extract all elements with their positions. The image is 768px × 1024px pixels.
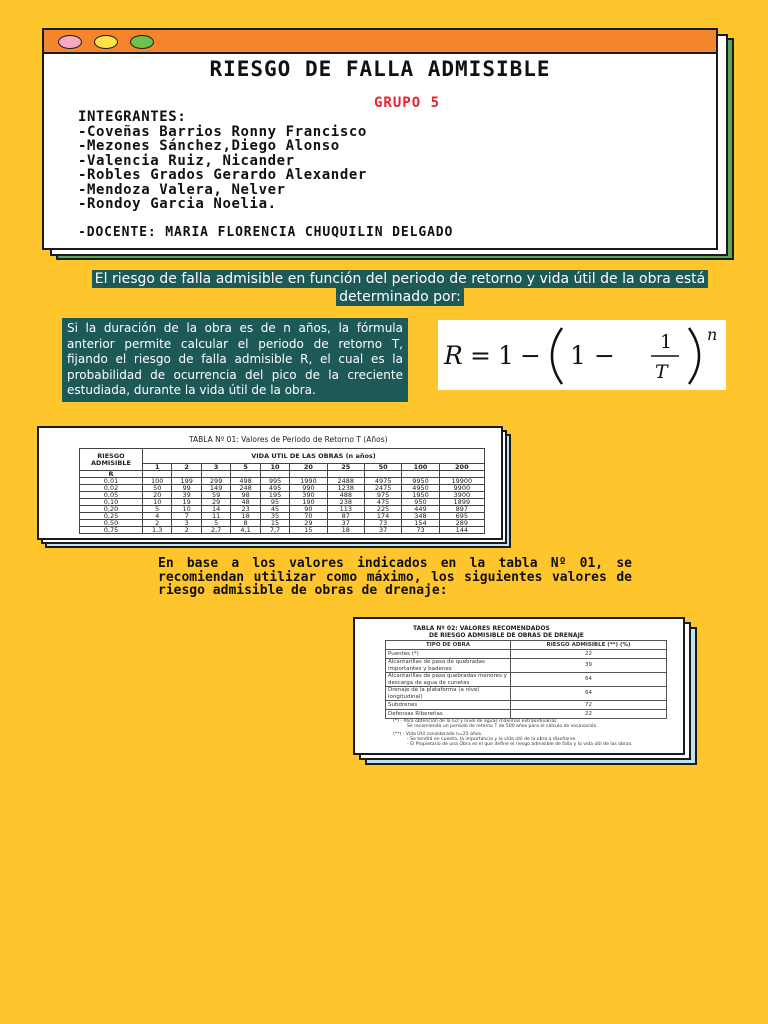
table2-note2-c: - El Propietario de una Obra es el que define el riesgo admisible de falla y la vida útil de las obras.: [407, 742, 633, 747]
table1-value-cell: 990: [290, 485, 327, 492]
table1-value-cell: 695: [439, 513, 484, 520]
table-row: [386, 673, 667, 687]
table1-vida-header: VIDA UTIL DE LAS OBRAS (n años): [143, 449, 485, 464]
formula-minus: −: [520, 341, 541, 370]
table2-type-cell: Subdrenes: [386, 701, 511, 710]
header-card: [42, 28, 732, 258]
table1-value-cell: 90: [290, 506, 327, 513]
members-heading: INTEGRANTES:: [78, 109, 187, 125]
table1-value-cell: 9900: [439, 485, 484, 492]
table1-risk-cell: 0,01: [80, 478, 143, 485]
table1-value-cell: 14: [201, 506, 230, 513]
member-item: -Mezones Sánchez,Diego Alonso: [78, 138, 340, 154]
table1-value-cell: 37: [327, 520, 364, 527]
table1-value-cell: 475: [364, 499, 401, 506]
table1-value-cell: 4: [143, 513, 172, 520]
table-row: [80, 527, 485, 534]
table1-value-cell: 299: [201, 478, 230, 485]
table1-value-cell: 1899: [439, 499, 484, 506]
table1-value-cell: 20: [143, 492, 172, 499]
table1-value-cell: 4,1: [231, 527, 260, 534]
table1-value-cell: 495: [260, 485, 289, 492]
table1-value-cell: 225: [364, 506, 401, 513]
formula-exponent: n: [707, 325, 718, 344]
table1-value-cell: 8: [231, 520, 260, 527]
member-item: -Robles Grados Gerardo Alexander: [78, 167, 367, 183]
table1-value-cell: 975: [364, 492, 401, 499]
table2-type-cell: Alcantarillas de paso de quebradas importantes y badenes: [386, 659, 511, 673]
table1-value-cell: 190: [290, 499, 327, 506]
table1-value-cell: 950: [402, 499, 439, 506]
table1-value-cell: 95: [260, 499, 289, 506]
recommendation-text: En base a los valores indicados en la tabla Nº 01, se recomiendan utilizar como máximo, los siguientes valores de riesgo admisible de obras de drenaje:: [158, 556, 632, 598]
table2-col-tipo: TIPO DE OBRA: [386, 641, 511, 650]
table2-note2-b: - Se tendrá en cuenta, la importancia y la vida útil de la obra a diseñarse.: [407, 737, 577, 742]
formula-numerator: 1: [660, 331, 673, 353]
table1-value-cell: 37: [364, 527, 401, 534]
table1-rows: [80, 471, 485, 534]
table1-value-cell: 3: [172, 520, 201, 527]
pink-dot-icon: [58, 35, 82, 49]
table1-value-cell: 11: [201, 513, 230, 520]
table1-value-cell: 449: [402, 506, 439, 513]
table1-value-cell: 70: [290, 513, 327, 520]
table1-value-cell: 73: [364, 520, 401, 527]
table1-value-cell: 45: [260, 506, 289, 513]
table2-risk-cell: 64: [511, 673, 667, 687]
docente-label: -DOCENTE: MARIA FLORENCIA CHUQUILIN DELGADO: [78, 225, 454, 240]
table1-value-cell: 29: [290, 520, 327, 527]
member-item: -Rondoy Garcia Noelia.: [78, 196, 277, 212]
table1-value-cell: 98: [231, 492, 260, 499]
risk-formula-svg: [438, 320, 726, 390]
table1-value-cell: 2475: [364, 485, 401, 492]
header-card-body: [42, 28, 718, 250]
table1-year: 25: [327, 464, 364, 471]
table1-value-cell: 18: [231, 513, 260, 520]
table1-year: 100: [402, 464, 439, 471]
table1-value-cell: 2488: [327, 478, 364, 485]
table1-value-cell: 2: [172, 527, 201, 534]
table1-value-cell: 35: [260, 513, 289, 520]
formula-inner-minus: −: [594, 341, 615, 370]
table-row: [386, 659, 667, 673]
table1-risk-cell: 0,75: [80, 527, 143, 534]
table1-value-cell: 59: [201, 492, 230, 499]
table1-value-cell: 3900: [439, 492, 484, 499]
note1-a: - Para obtención de la luz y nivel de aguas máximas extraordinarias.: [400, 719, 559, 724]
table1-year: 20: [290, 464, 327, 471]
table1-risk-cell: 0,25: [80, 513, 143, 520]
table-row: [386, 650, 667, 659]
table1-value-cell: 39: [172, 492, 201, 499]
table1-value-cell: 50: [143, 485, 172, 492]
table1-value-cell: 99: [172, 485, 201, 492]
table1-risk-cell: 0,10: [80, 499, 143, 506]
table1-risk-cell: 0,50: [80, 520, 143, 527]
formula-inner-one: 1: [570, 341, 586, 370]
table1-value-cell: 19: [172, 499, 201, 506]
table1-value-cell: 23: [231, 506, 260, 513]
table1-value-cell: 29: [201, 499, 230, 506]
member-item: -Mendoza Valera, Nelver: [78, 181, 286, 198]
table1-value-cell: 9950: [402, 478, 439, 485]
table1-risk-cell: 0,20: [80, 506, 143, 513]
table1-value-cell: 7,7: [260, 527, 289, 534]
formula-open-paren: [552, 328, 562, 384]
table2-body: [353, 617, 685, 755]
note1-mark: (*): [393, 719, 399, 724]
table2-caption-1: TABLA Nº 02: VALORES RECOMENDADOS: [413, 625, 550, 632]
table1-value-cell: 87: [327, 513, 364, 520]
table1-value-cell: 488: [327, 492, 364, 499]
table1-value-cell: 18: [327, 527, 364, 534]
table1-value-cell: 4975: [364, 478, 401, 485]
table1-year: 5: [231, 464, 260, 471]
return-period-table: [79, 448, 485, 534]
table2-risk-cell: 22: [511, 650, 667, 659]
table1-value-cell: 1,3: [143, 527, 172, 534]
table1-year: 1: [143, 464, 172, 471]
return-period-table-card: [37, 426, 512, 546]
table1-year: 10: [260, 464, 289, 471]
table1-riesgo-header: RIESGO ADMISIBLE: [80, 449, 143, 471]
table1-value-cell: 144: [439, 527, 484, 534]
yellow-dot-icon: [94, 35, 118, 49]
table2-note1-b: Se recomienda un período de retorno T de 500 años para el cálculo de socavación.: [407, 724, 598, 729]
table1-caption: TABLA Nº 01: Valores de Periodo de Retorno T (Años): [189, 435, 388, 444]
recommended-risk-table-card: [353, 617, 698, 764]
explanation-paragraph: Si la duración de la obra es de n años, la fórmula anterior permite calcular el periodo de retorno T, fijando el riesgo de falla admisible R, el cual es la probabilidad de ocurrencia del pico de la creciente estudiada, durante la vida útil de la obra.: [62, 318, 408, 402]
recommended-risk-table: [385, 640, 667, 719]
table2-col-riesgo: RIESGO ADMISIBLE (**) (%): [511, 641, 667, 650]
table1-value-cell: 149: [201, 485, 230, 492]
table1-value-cell: 289: [439, 520, 484, 527]
group-label: GRUPO 5: [374, 95, 441, 111]
note2-a: - Vida Útil considerado n=25 años.: [402, 732, 483, 737]
risk-formula: [438, 320, 726, 390]
formula-close-paren: [689, 328, 699, 384]
green-dot-icon: [130, 35, 154, 49]
table2-type-cell: Defensas Ribereñas: [386, 710, 511, 719]
table1-value-cell: 348: [402, 513, 439, 520]
table1-value-cell: 1950: [402, 492, 439, 499]
table1-value-cell: 195: [260, 492, 289, 499]
table1-value-cell: 2: [143, 520, 172, 527]
table1-value-cell: 154: [402, 520, 439, 527]
table1-value-cell: 897: [439, 506, 484, 513]
table1-value-cell: 15: [290, 527, 327, 534]
table1-year: 2: [172, 464, 201, 471]
table1-value-cell: 199: [172, 478, 201, 485]
table-row: [386, 701, 667, 710]
table1-value-cell: 4950: [402, 485, 439, 492]
table2-risk-cell: 39: [511, 659, 667, 673]
table1-value-cell: 7: [172, 513, 201, 520]
table2-risk-cell: 22: [511, 710, 667, 719]
table1-value-cell: 5: [143, 506, 172, 513]
intro-banner-text: El riesgo de falla admisible en función del periodo de retorno y vida útil de la obra está determinado por:: [92, 270, 708, 306]
table1-risk-cell: 0,05: [80, 492, 143, 499]
page-title: RIESGO DE FALLA ADMISIBLE: [209, 57, 551, 81]
table-row: [386, 687, 667, 701]
table-row: [386, 710, 667, 719]
member-item: -Coveñas Barrios Ronny Francisco: [78, 123, 367, 140]
table1-value-cell: 2,7: [201, 527, 230, 534]
table1-value-cell: 1990: [290, 478, 327, 485]
table1-value-cell: 10: [172, 506, 201, 513]
note2-mark: (**): [393, 732, 402, 737]
table1-value-cell: 498: [231, 478, 260, 485]
table1-value-cell: 19900: [439, 478, 484, 485]
intro-banner: [78, 270, 722, 306]
table2-risk-cell: 72: [511, 701, 667, 710]
window-titlebar: [44, 30, 716, 54]
table1-value-cell: 113: [327, 506, 364, 513]
table2-rows: [386, 650, 667, 719]
table1-value-cell: 100: [143, 478, 172, 485]
table2-risk-cell: 64: [511, 687, 667, 701]
table2-type-cell: Alcantarillas de paso quebradas menores y descarga de agua de cunetas: [386, 673, 511, 687]
formula-one: 1: [498, 341, 514, 370]
table2-type-cell: Drenaje de la plataforma (a nivel longitudinal): [386, 687, 511, 701]
table1-risk-cell: 0,02: [80, 485, 143, 492]
table1-value-cell: 73: [402, 527, 439, 534]
table1-value-cell: 995: [260, 478, 289, 485]
table1-value-cell: 390: [290, 492, 327, 499]
formula-denominator: T: [655, 361, 668, 383]
table1-year: 3: [201, 464, 230, 471]
table2-notes: [393, 719, 678, 747]
formula-r: R: [444, 341, 463, 370]
table1-value-cell: 1238: [327, 485, 364, 492]
table1-year: 200: [439, 464, 484, 471]
table1-value-cell: 248: [231, 485, 260, 492]
table1-body: [37, 426, 503, 540]
formula-equals: =: [470, 341, 491, 370]
table1-value-cell: 174: [364, 513, 401, 520]
table1-year: 50: [364, 464, 401, 471]
table2-type-cell: Puentes (*): [386, 650, 511, 659]
table1-value-cell: 15: [260, 520, 289, 527]
table1-value-cell: 48: [231, 499, 260, 506]
table1-value-cell: 10: [143, 499, 172, 506]
table2-caption-2: DE RIESGO ADMISIBLE DE OBRAS DE DRENAJE: [429, 632, 584, 639]
table1-r-header: R: [80, 471, 143, 478]
member-item: -Valencia Ruiz, Nicander: [78, 152, 295, 169]
table1-value-cell: 238: [327, 499, 364, 506]
members-list: [78, 110, 367, 212]
table1-value-cell: 5: [201, 520, 230, 527]
